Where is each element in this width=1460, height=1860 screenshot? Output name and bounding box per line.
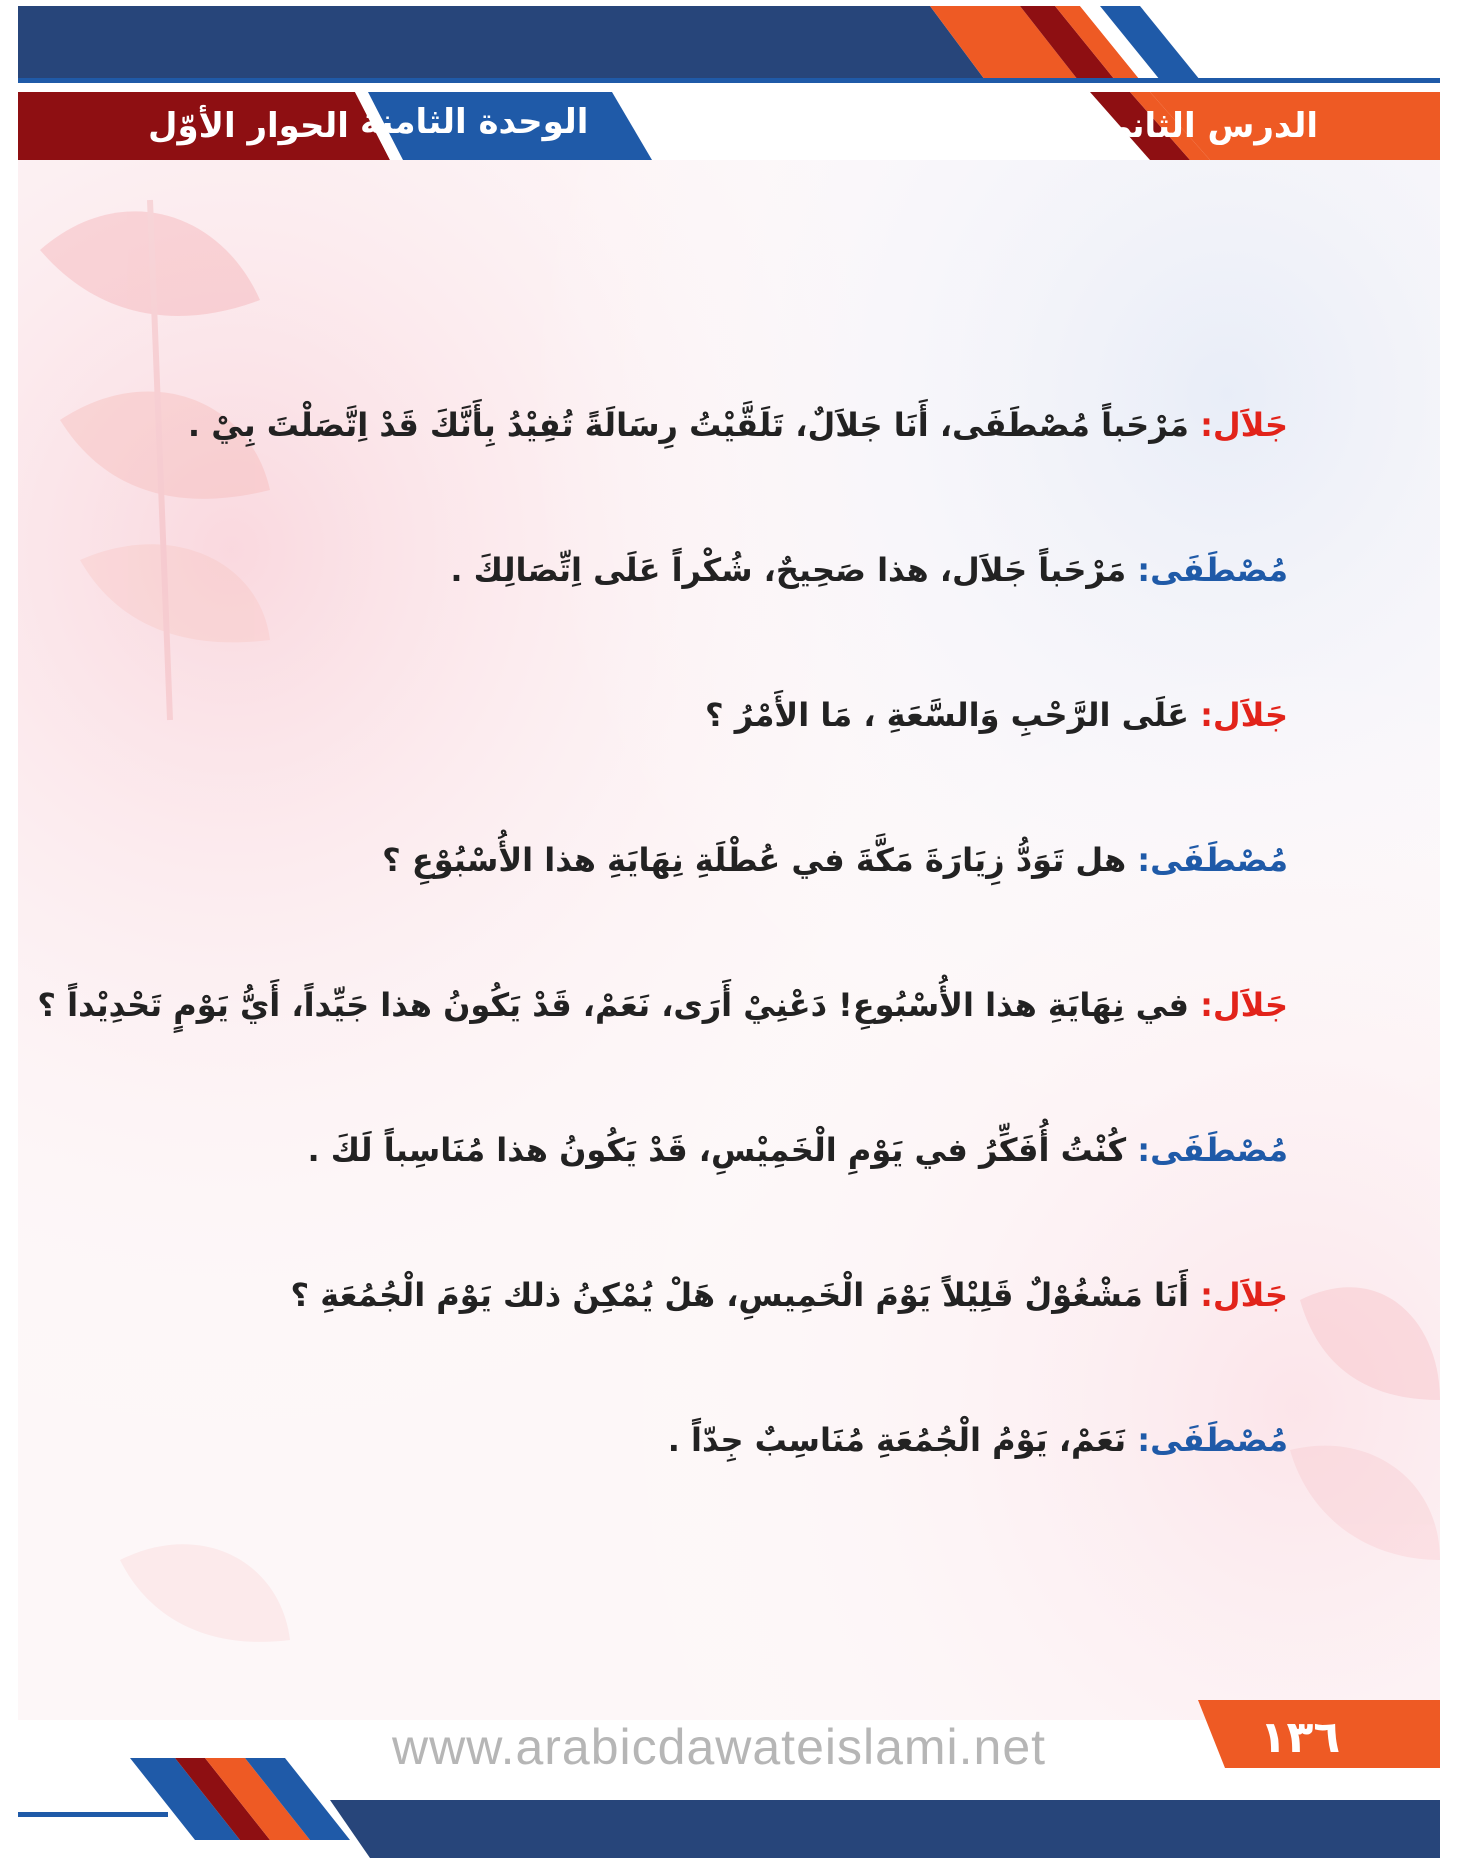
lesson-title: الدرس الثاني [1097, 106, 1318, 146]
speaker-name: مُصْطَفَى: [1137, 1421, 1288, 1459]
dialogue-title: الحوار الأوّل [148, 106, 349, 146]
dialogue-text: نَعَمْ، يَوْمُ الْجُمُعَةِ مُنَاسِبٌ جِدّاً . [667, 1421, 1127, 1459]
dialogue-line [138, 1105, 1288, 1250]
dialogue-text: مَرْحَباً مُصْطَفَى، أَنَا جَلاَلٌ، تَلَقَّيْتُ رِسَالَةً تُفِيْدُ بِأَنَّكَ قَدْ اِتَّصَلْتَ بِيْ . [187, 406, 1189, 444]
speaker-name: مُصْطَفَى: [1137, 551, 1288, 589]
dialogue-line [37, 960, 1288, 1105]
dialogue-text: هل تَوَدُّ زِيَارَةَ مَكَّةَ في عُطْلَةِ نِهَايَةِ هذا الأُسْبُوْعِ ؟ [382, 841, 1127, 879]
page-number: ١٣٦ [1259, 1712, 1341, 1763]
speaker-name: مُصْطَفَى: [1137, 1131, 1288, 1169]
dialogue-line [138, 525, 1288, 670]
dialogue-text: أَنَا مَشْغُوْلٌ قَلِيْلاً يَوْمَ الْخَمِيسِ، هَلْ يُمْكِنُ ذلك يَوْمَ الْجُمُعَةِ ؟ [290, 1276, 1189, 1314]
dialogue-line [138, 1395, 1288, 1540]
watermark-url: www.arabicdawateislami.net [392, 1719, 1047, 1775]
speaker-name: مُصْطَفَى: [1137, 841, 1288, 879]
dialogue-line [138, 1250, 1288, 1395]
dialogue-line [138, 670, 1288, 815]
speaker-name: جَلاَل: [1200, 986, 1288, 1024]
speaker-name: جَلاَل: [1200, 406, 1288, 444]
dialogue-line [138, 815, 1288, 960]
dialogue-text: عَلَى الرَّحْبِ وَالسَّعَةِ ، مَا الأَمْرُ ؟ [705, 696, 1189, 734]
dialogue-text: في نِهَايَةِ هذا الأُسْبُوعِ! دَعْنِيْ أَرَى، نَعَمْ، قَدْ يَكُونُ هذا جَيِّداً، أَيُّ يَوْمٍ تَحْدِيْداً ؟ [37, 986, 1189, 1024]
speaker-name: جَلاَل: [1200, 1276, 1288, 1314]
speaker-name: جَلاَل: [1200, 696, 1288, 734]
unit-title: الوحدة الثامنة [360, 102, 589, 142]
dialogue-line [138, 380, 1288, 525]
dialogue-text: كُنْتُ أُفَكِّرُ في يَوْمِ الْخَمِيْسِ، قَدْ يَكُونُ هذا مُنَاسِباً لَكَ . [307, 1131, 1127, 1169]
dialogue-text: مَرْحَباً جَلاَل، هذا صَحِيحٌ، شُكْراً عَلَى اِتِّصَالِكَ . [450, 551, 1127, 589]
dialogue-list [37, 380, 1288, 1540]
